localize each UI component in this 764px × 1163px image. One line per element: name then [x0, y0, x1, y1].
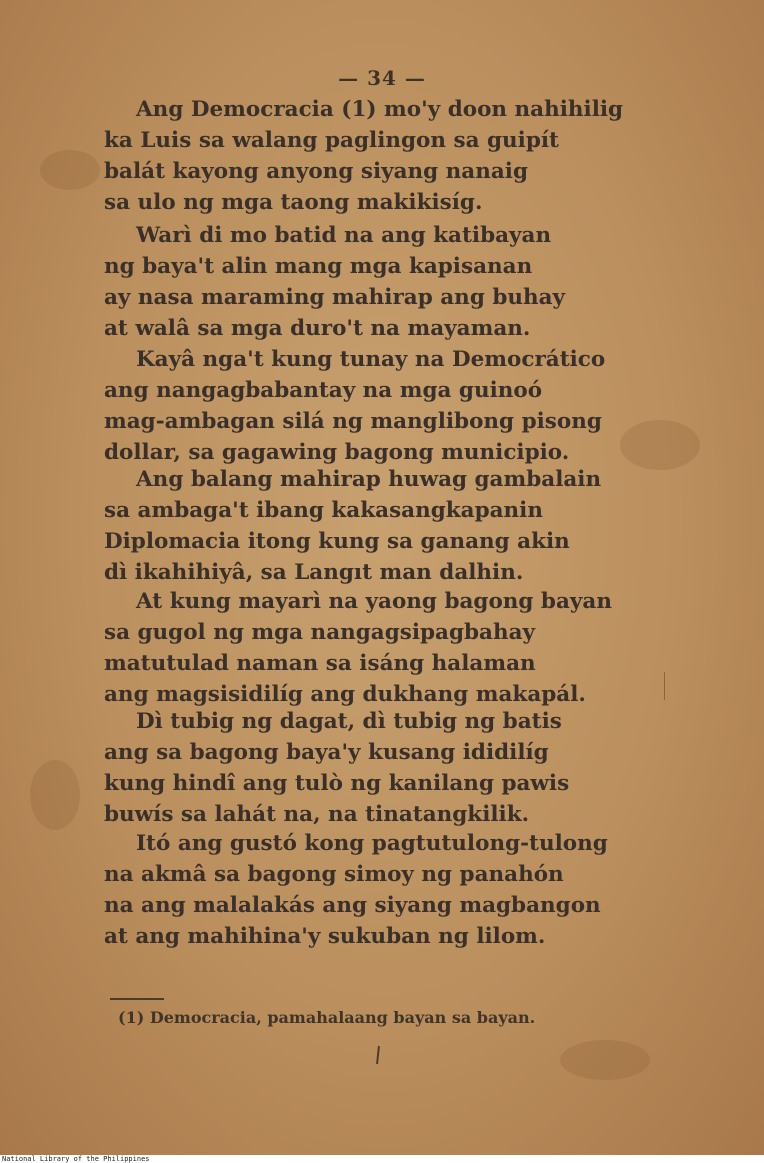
- stanza-5: [104, 586, 684, 710]
- verse-line: dì ikahihiyâ, sa Langıt man dalhin.: [104, 560, 524, 585]
- stanza-1: [104, 94, 684, 218]
- verse-line: kung hindî ang tulò ng kanilang pawis: [104, 771, 570, 796]
- verse-line: Warì di mo batid na ang katibayan: [136, 223, 552, 248]
- verse-line: mag-ambagan silá ng manglibong pisong: [104, 409, 602, 434]
- stain: [40, 150, 100, 190]
- verse-line: ka Luis sa walang paglingon sa guipít: [104, 128, 559, 153]
- verse-line: Ang Democracia (1) mo'y doon nahihilig: [136, 97, 624, 122]
- footnote: (1) Democracia, pamahalaang bayan sa bayan.: [118, 1008, 536, 1027]
- stain: [30, 760, 80, 830]
- paper-crease: [664, 672, 665, 700]
- verse-line: Itó ang gustó kong pagtutulong-tulong: [136, 831, 608, 856]
- verse-line: Diplomacia itong kung sa ganang akin: [104, 529, 570, 554]
- verse-line: at walâ sa mga duro't na mayaman.: [104, 316, 531, 341]
- verse-line: buwís sa lahát na, na tinatangkilik.: [104, 802, 530, 827]
- verse-line: sa ambaga't ibang kakasangkapanin: [104, 498, 543, 523]
- verse-line: na ang malalakás ang siyang magbangon: [104, 893, 601, 918]
- footnote-divider: [110, 998, 164, 1000]
- scan-attribution: National Library of the Philippines: [2, 1155, 150, 1163]
- verse-line: na akmâ sa bagong simoy ng panahón: [104, 862, 564, 887]
- verse-line: dollar, sa gagawing bagong municipio.: [104, 440, 570, 465]
- verse-line: ang magsisidilíg ang dukhang makapál.: [104, 682, 586, 707]
- verse-line: At kung mayarì na yaong bagong bayan: [136, 589, 612, 614]
- verse-line: ng baya't alin mang mga kapisanan: [104, 254, 533, 279]
- verse-line: balát kayong anyong siyang nanaig: [104, 159, 529, 184]
- verse-line: matutulad naman sa isáng halaman: [104, 651, 536, 676]
- verse-line: Kayâ nga't kung tunay na Democrático: [136, 347, 606, 372]
- verse-line: ang sa bagong baya'y kusang ididilíg: [104, 740, 549, 765]
- verse-line: at ang mahihina'y sukuban ng lilom.: [104, 924, 546, 949]
- verse-line: Dì tubig ng dagat, dì tubig ng batis: [136, 709, 562, 734]
- stain: [560, 1040, 650, 1080]
- stanza-4: [104, 464, 684, 588]
- verse-line: ang nangagbabantay na mga guinoó: [104, 378, 543, 403]
- stanza-3: [104, 344, 684, 468]
- verse-line: sa ulo ng mga taong makikisíg.: [104, 190, 483, 215]
- verse-line: sa gugol ng mga nangagsipagbahay: [104, 620, 536, 645]
- verse-line: ay nasa maraming mahirap ang buhay: [104, 285, 566, 310]
- pen-mark: [376, 1046, 380, 1064]
- stanza-6: [104, 706, 684, 830]
- stanza-2: [104, 220, 684, 344]
- verse-line: Ang balang mahirap huwag gambalain: [136, 467, 602, 492]
- stanza-7: [104, 828, 684, 952]
- page-number: — 34 —: [338, 66, 426, 90]
